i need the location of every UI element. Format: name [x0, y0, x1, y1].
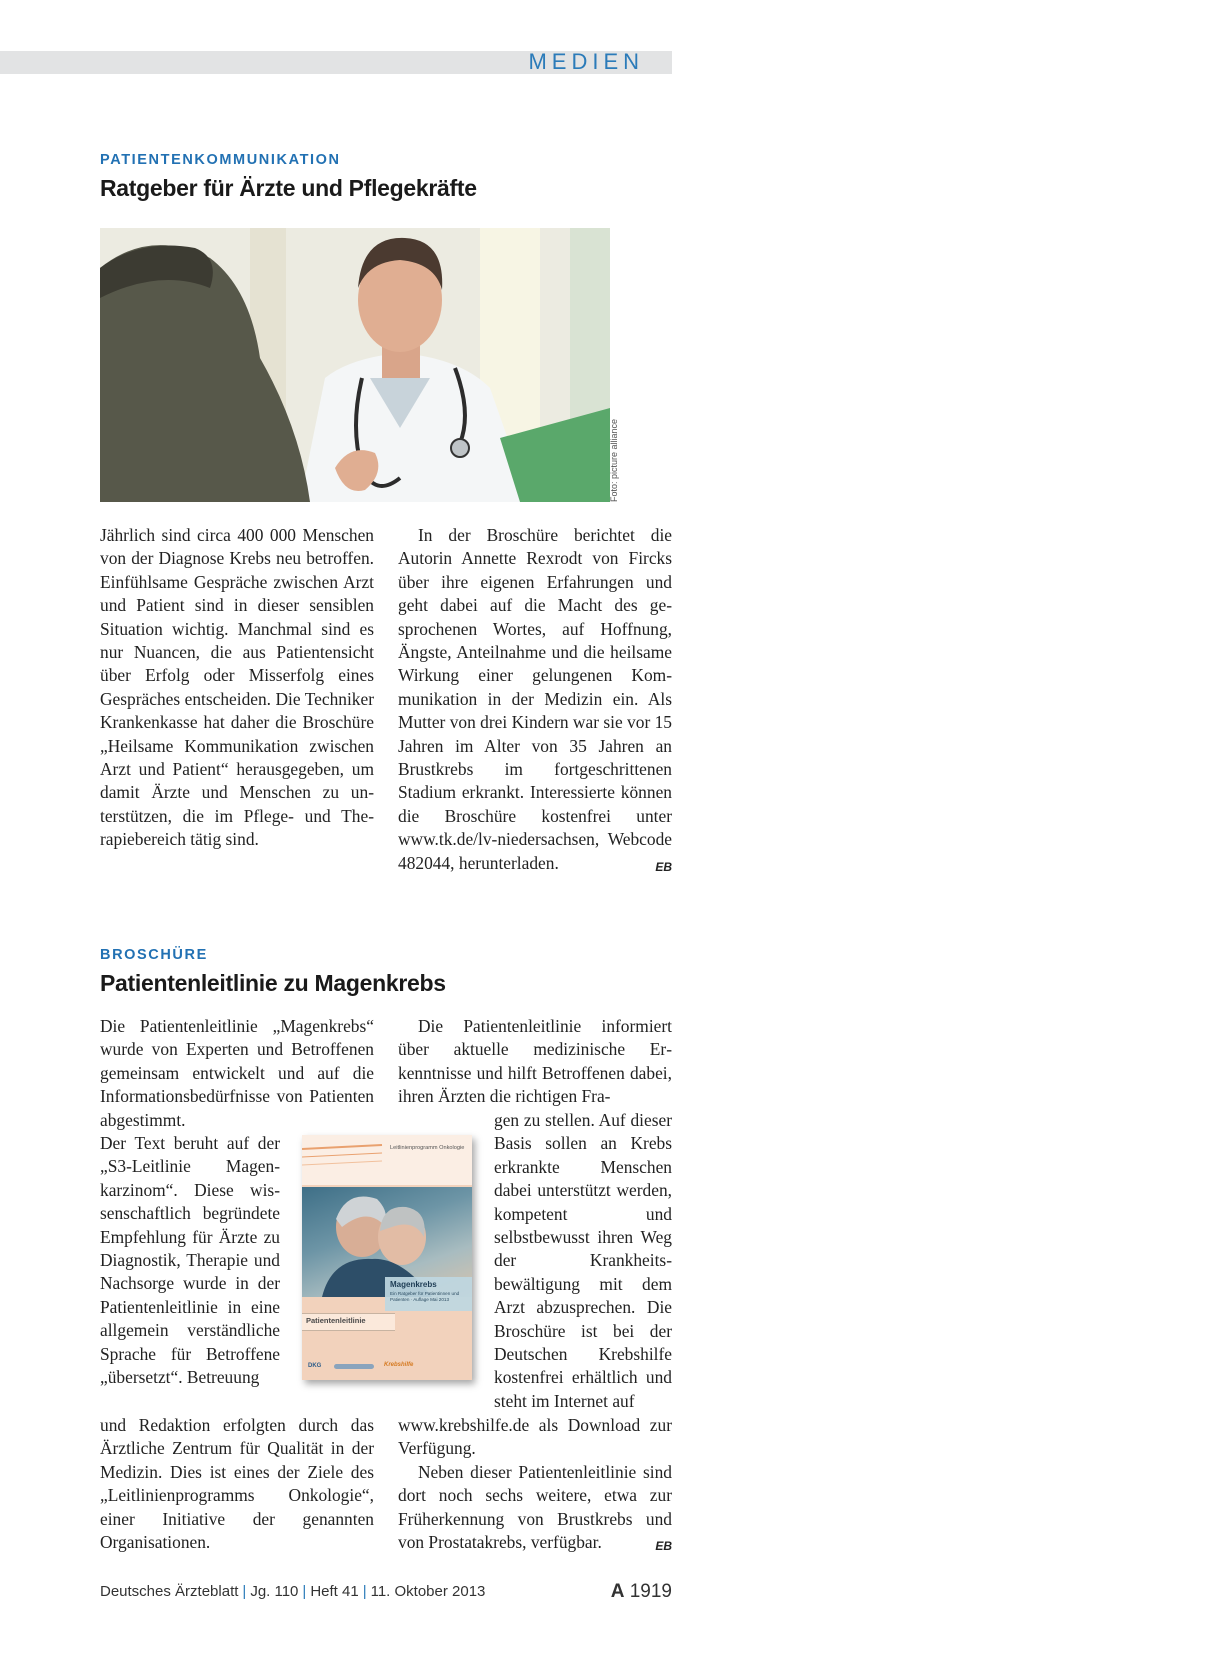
article2-signature: EB [655, 1539, 672, 1554]
article1-kicker: PATIENTENKOMMUNIKATION [100, 152, 341, 168]
article1-signature: EB [655, 859, 672, 874]
article2-paragraph: gen zu stellen. Auf dieser Basis sollen an Krebs erkrankte Menschen dabei unterstützt werden, kompetent und selbstbewusst ihren Weg der Krankheitsbewältigung mit dem Arzt abzusprechen. Die Broschüre ist bei der Deutschen Krebshilfe kostenfrei erhältlich und steht im Internet auf [494, 1110, 672, 1411]
photo-credit: Foto: picture alliance [609, 418, 619, 502]
krebshilfe-logo: Krebshilfe [384, 1362, 414, 1368]
doctor-photo [100, 228, 610, 502]
footer-citation [100, 1583, 485, 1600]
footer-date: 11. Oktober 2013 [370, 1583, 486, 1600]
footer-journal: Deutsches Ärzteblatt [100, 1583, 239, 1600]
section-name: MEDIEN [528, 49, 644, 74]
brochure-cover [302, 1135, 472, 1380]
footer-separator: | [302, 1583, 307, 1600]
article2-column-2-bottom [398, 1414, 672, 1558]
article2-paragraph: Der Text beruht auf der „S3-Leitlinie Magenkarzinom“. Diese wissenschaftlich begründete Empfehlung für Ärzte zu Diagnostik, Therapie und Nachsorge wurde in der Patientenleitlinie in eine allgemein verständliche Sprache für Betroffene „übersetzt“. Betreuung [100, 1133, 280, 1388]
article2-column-2-top [398, 1015, 672, 1109]
brochure-title: Magenkrebs [390, 1280, 437, 1289]
article2-column-1-bottom [100, 1414, 374, 1554]
brochure-title-ribbon [385, 1277, 472, 1311]
article1-paragraph: Jährlich sind circa 400 000 Menschen von der Diagnose Krebs neu betroffen. Einfühlsame Gespräche zwischen Arzt und Patient sind in dieser sensiblen Situation wichtig. Manchmal sind es nur Nuancen, die aus Patientensicht über Erfolg oder Misserfolg eines Gespräches entscheiden. Die Techniker Krankenkasse hat daher die Broschüre „Heilsame Kommunikation zwischen Arzt und Patient“ herausgegeben, um damit Ärzte und Menschen zu unterstützen, die im Pflege- und Therapiebereich tätig sind. [100, 525, 374, 850]
footer-volume: Jg. 110 [250, 1583, 299, 1600]
partner-logo-icon [334, 1364, 374, 1369]
footer-separator: | [242, 1583, 247, 1600]
brochure-label: Patientenleitlinie [302, 1313, 395, 1331]
article1-column-2 [398, 524, 672, 879]
article2-paragraph: Die Patientenleitlinie „Magenkrebs“ wurde von Experten und Betroffenen gemeinsam entwickelt und auf die Informationsbedürfnisse von Patienten abgestimmt. [100, 1016, 374, 1130]
section-header-bar [0, 51, 672, 74]
footer-issue: Heft 41 [310, 1583, 359, 1600]
article1-headline: Ratgeber für Ärzte und Pflegekräfte [100, 175, 477, 201]
article1-paragraph: In der Broschüre berichtet die Autorin Annette Rexrodt von Fircks über ihre eigenen Erfahrungen und geht dabei auf die Macht des gesprochenen Wortes, auf Hoffnung, Ängste, Anteilnahme und die heilsame Wirkung einer gelungenen Kommunikation in der Medizin ein. Als Mutter von drei Kindern war sie vor 15 Jahren im Alter von 35 Jahren an Brustkrebs im fortgeschrittenen Stadium erkrankt. Interessierte können die Broschüre kostenfrei unter www.tk.de/lv-niedersachsen, Webcode 482044, herunterladen. EB [398, 524, 672, 875]
brochure-header [302, 1135, 472, 1185]
article2-headline: Patientenleitlinie zu Magenkrebs [100, 970, 446, 996]
article2-kicker: BROSCHÜRE [100, 947, 208, 963]
page-number: A 1919 [610, 1581, 672, 1602]
dkg-logo: DKG [308, 1363, 322, 1369]
brochure-program: Leitlinienprogramm Onkologie [390, 1145, 465, 1151]
article1-column-1 [100, 524, 374, 852]
article2-paragraph: Neben dieser Patientenleitlinie sind dort noch sechs weitere, etwa zur Früherkennung von Brustkrebs und von Prostatakrebs, verfügbar. EB [398, 1461, 672, 1555]
brochure-subtitle: Ein Ratgeber für Patientinnen und Patienten · Auflage Mai 2013 [390, 1291, 460, 1302]
article2-paragraph: und Redaktion erfolgten durch das Ärztliche Zentrum für Qualität in der Medizin. Dies ist eines der Ziele des „Leitlinienprogramms Onkologie“, einer Initiative der genannten Organisationen. [100, 1415, 374, 1553]
article2-column-2-wrap [494, 1109, 672, 1413]
doctor-illustration [100, 228, 610, 502]
article2-column-1-top [100, 1015, 374, 1132]
page-footer [100, 1581, 672, 1605]
article2-paragraph: www.krebshilfe.de als Download zur Verfügung. [398, 1415, 672, 1459]
article2-paragraph: Die Patientenleitlinie informiert über aktuelle medizinische Erkenntnisse und hilft Betroffenen dabei, ihren Ärzten die richtigen Fra- [398, 1016, 672, 1107]
brochure-logos [308, 1361, 468, 1373]
footer-separator: | [362, 1583, 367, 1600]
article2-column-1-wrap [100, 1132, 280, 1389]
brochure-stripes-icon [302, 1135, 472, 1185]
